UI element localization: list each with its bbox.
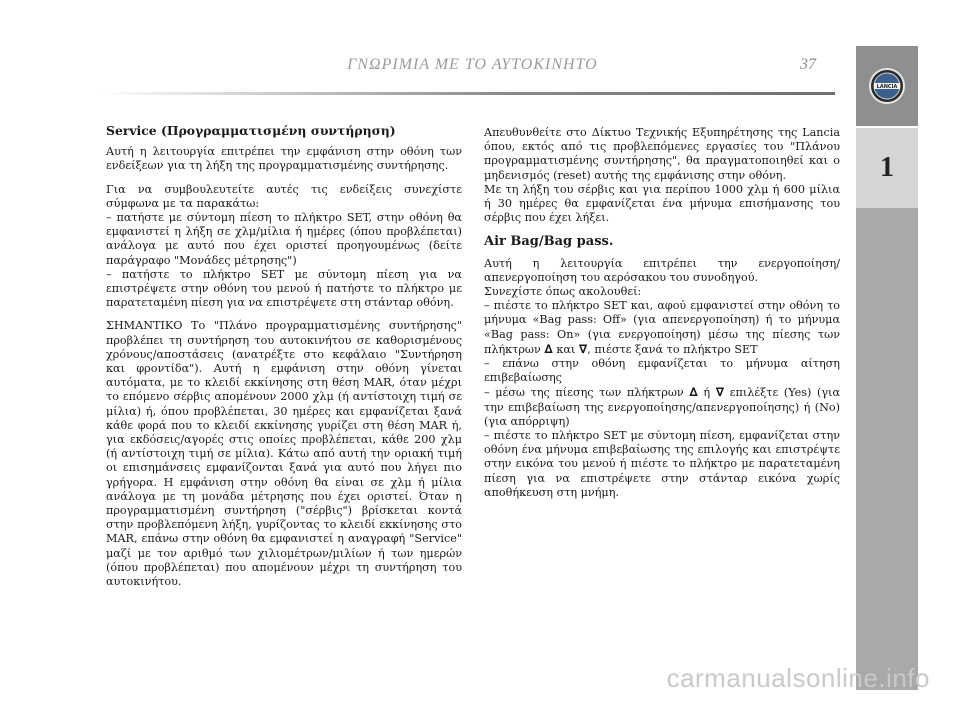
up-triangle-icon: ∆	[689, 385, 698, 400]
airbag-step-1-text-b: και	[556, 342, 576, 356]
service-step-2: – πατήστε το πλήκτρο SET με σύντομη πίεση για να επιστρέψετε στην οθόνη του μενού ή πατήστε το πλήκτρο με παρατεταμένη πίεση για να επιστρέψετε στη στάνταρ οθόνη.	[106, 267, 462, 310]
airbag-step-3-text-c: επιλέξτε (Yes) (για την επιβεβαίωση της ενεργοποίησης/απενεργοποίησης) ή (No) (για απόρριψη)	[484, 386, 840, 428]
airbag-step-2: – επάνω στην οθόνη εμφανίζεται το μήνυμα αίτηση επιβεβαίωσης	[484, 357, 840, 385]
lancia-logo-text: LANCIA	[876, 84, 898, 90]
airbag-continue: Συνεχίστε όπως ακολουθεί:	[484, 285, 642, 299]
service-important-note: ΣΗΜΑΝΤΙΚΟ Το "Πλάνο προγραμματισμένης συντήρησης" προβλέπει τη συντήρηση του αυτοκινήτου σε καθορισμένους χρόνους/αποστάσεις (ανατρέξτε στο κεφάλαιο "Συντήρηση και φροντίδα"). Αυτή η εμφάνιση στην οθόνη γίνεται αυτόματα, με το κλειδί εκκίνησης στη θέση MAR, όταν μέχρι το επόμενο σέρβις απομένουν 2000 χλμ (ή αντίστοιχη τιμή σε μίλια) ή, όπου προβλέπεται, 30 ημέρες και εμφανίζεται ξανά κάθε φορά που το κλειδί εκκίνησης γυρίζει στη θέση MAR ή, για εκδόσεις/αγορές στις οποίες προβλέπεται, κάθε 200 χλμ (ή αντίστοιχη τιμή σε μίλια). Κάτω από αυτή την οριακή τιμή οι επισημάνσεις εμφανίζονται ξανά για αυτό που λήγει πιο γρήγορα. Η εμφάνιση στην οθόνη θα είναι σε χλμ ή μίλια ανάλογα με τη μονάδα μέτρησης που έχει οριστεί. Όταν η προγραμματισμένη συντήρηση ("σέρβις") βρίσκεται κοντά στην προβλεπόμενη λήξη, γυρίζοντας το κλειδί εκκίνησης στο MAR, επάνω στην οθόνη θα εμφανιστεί η αναγραφή "Service" μαζί με τον αριθμό των χιλιομέτρων/μιλίων ή των ημερών (όπου προβλέπεται) που απομένουν μέχρι τη συντήρηση του αυτοκινήτου.	[106, 319, 462, 589]
watermark: carmanualsonline.info	[666, 663, 930, 693]
service-instructions: Για να συμβουλευτείτε αυτές τις ενδείξεις συνεχίστε σύμφωνα με τα παρακάτω:	[106, 182, 462, 210]
up-triangle-icon: ∆	[544, 341, 553, 356]
header-title: ΓΝΩΡΙΜΙΑ ΜΕ ΤΟ ΑΥΤΟΚΙΝΗΤΟ	[347, 56, 598, 73]
page-number: 37	[800, 56, 816, 73]
header-rule	[100, 92, 835, 95]
right-column	[484, 126, 840, 500]
airbag-step-1	[484, 299, 840, 357]
service-network-note: Απευθυνθείτε στο Δίκτυο Τεχνικής Εξυπηρέτησης της Lancia όπου, εκτός από τις προβλεπόμενες εργασίες του "Πλάνου προγραμματισμένης συντήρησης", θα πραγματοποιηθεί και ο μηδενισμός (reset) αυτής της εμφάνισης στην οθόνη.	[484, 126, 840, 182]
section-number: 1	[880, 152, 894, 183]
left-column	[106, 124, 462, 589]
page-header	[0, 54, 830, 84]
airbag-step-3-text-b: ή	[703, 386, 711, 400]
down-triangle-icon: ∇	[578, 341, 588, 356]
airbag-step-1-text-c: , πιέστε ξανά το πλήκτρο SET	[587, 342, 758, 356]
airbag-step-3	[484, 385, 840, 429]
service-intro: Αυτή η λειτουργία επιτρέπει την εμφάνιση στην οθόνη των ενδείξεων για τη λήξη της προγραμματισμένης συντήρησης.	[106, 145, 462, 173]
lancia-logo-icon	[867, 66, 907, 106]
airbag-step-4: – πιέστε το πλήκτρο SET με σύντομη πίεση, εμφανίζεται στην οθόνη ένα μήνυμα επιβεβαίωσης της επιλογής και επιστρέψτε στην εικόνα του μενού ή πιέστε το πλήκτρο με παρατεταμένη πίεση για να επιστρέψετε στην στάνταρ εικόνα χωρίς αποθήκευση στη μνήμη.	[484, 429, 840, 499]
service-step-1: – πατήστε με σύντομη πίεση το πλήκτρο SET, στην οθόνη θα εμφανιστεί η λήξη σε χλμ/μίλια ή ημέρες (όπου προβλέπεται) ανάλογα με αυτό που έχει οριστεί προηγουμένως (δείτε παράγραφο "Μονάδες μέτρησης")	[106, 211, 462, 267]
side-tab	[856, 46, 918, 690]
service-heading: Service (Προγραμματισμένη συντήρηση)	[106, 123, 396, 138]
section-box	[856, 128, 918, 208]
airbag-step-1-text-a: – πιέστε το πλήκτρο SET και, αφού εμφανιστεί στην οθόνη το μήνυμα «Bag pass: Off» (για απενεργοποίηση) ή το μήνυμα «Bag pass: On» (για ενεργοποίηση) μέσω της πίεσης των πλήκτρων	[484, 299, 840, 356]
lancia-logo-box	[856, 46, 918, 126]
down-triangle-icon: ∇	[715, 385, 725, 400]
service-expiry-note: Με τη λήξη του σέρβις και για περίπου 1000 χλμ ή 600 μίλια ή 30 ημέρες θα εμφανίζεται ένα μήνυμα επισήμανσης του σέρβις που έχει λήξει.	[484, 182, 840, 225]
airbag-intro: Αυτή η λειτουργία επιτρέπει την ενεργοποίηση/απενεργοποίηση του αερόσακου του συνοδηγού.	[484, 256, 840, 284]
airbag-heading: Air Bag/Bag pass.	[484, 234, 614, 250]
airbag-step-3-text-a: – μέσω της πίεσης των πλήκτρων	[484, 386, 684, 400]
